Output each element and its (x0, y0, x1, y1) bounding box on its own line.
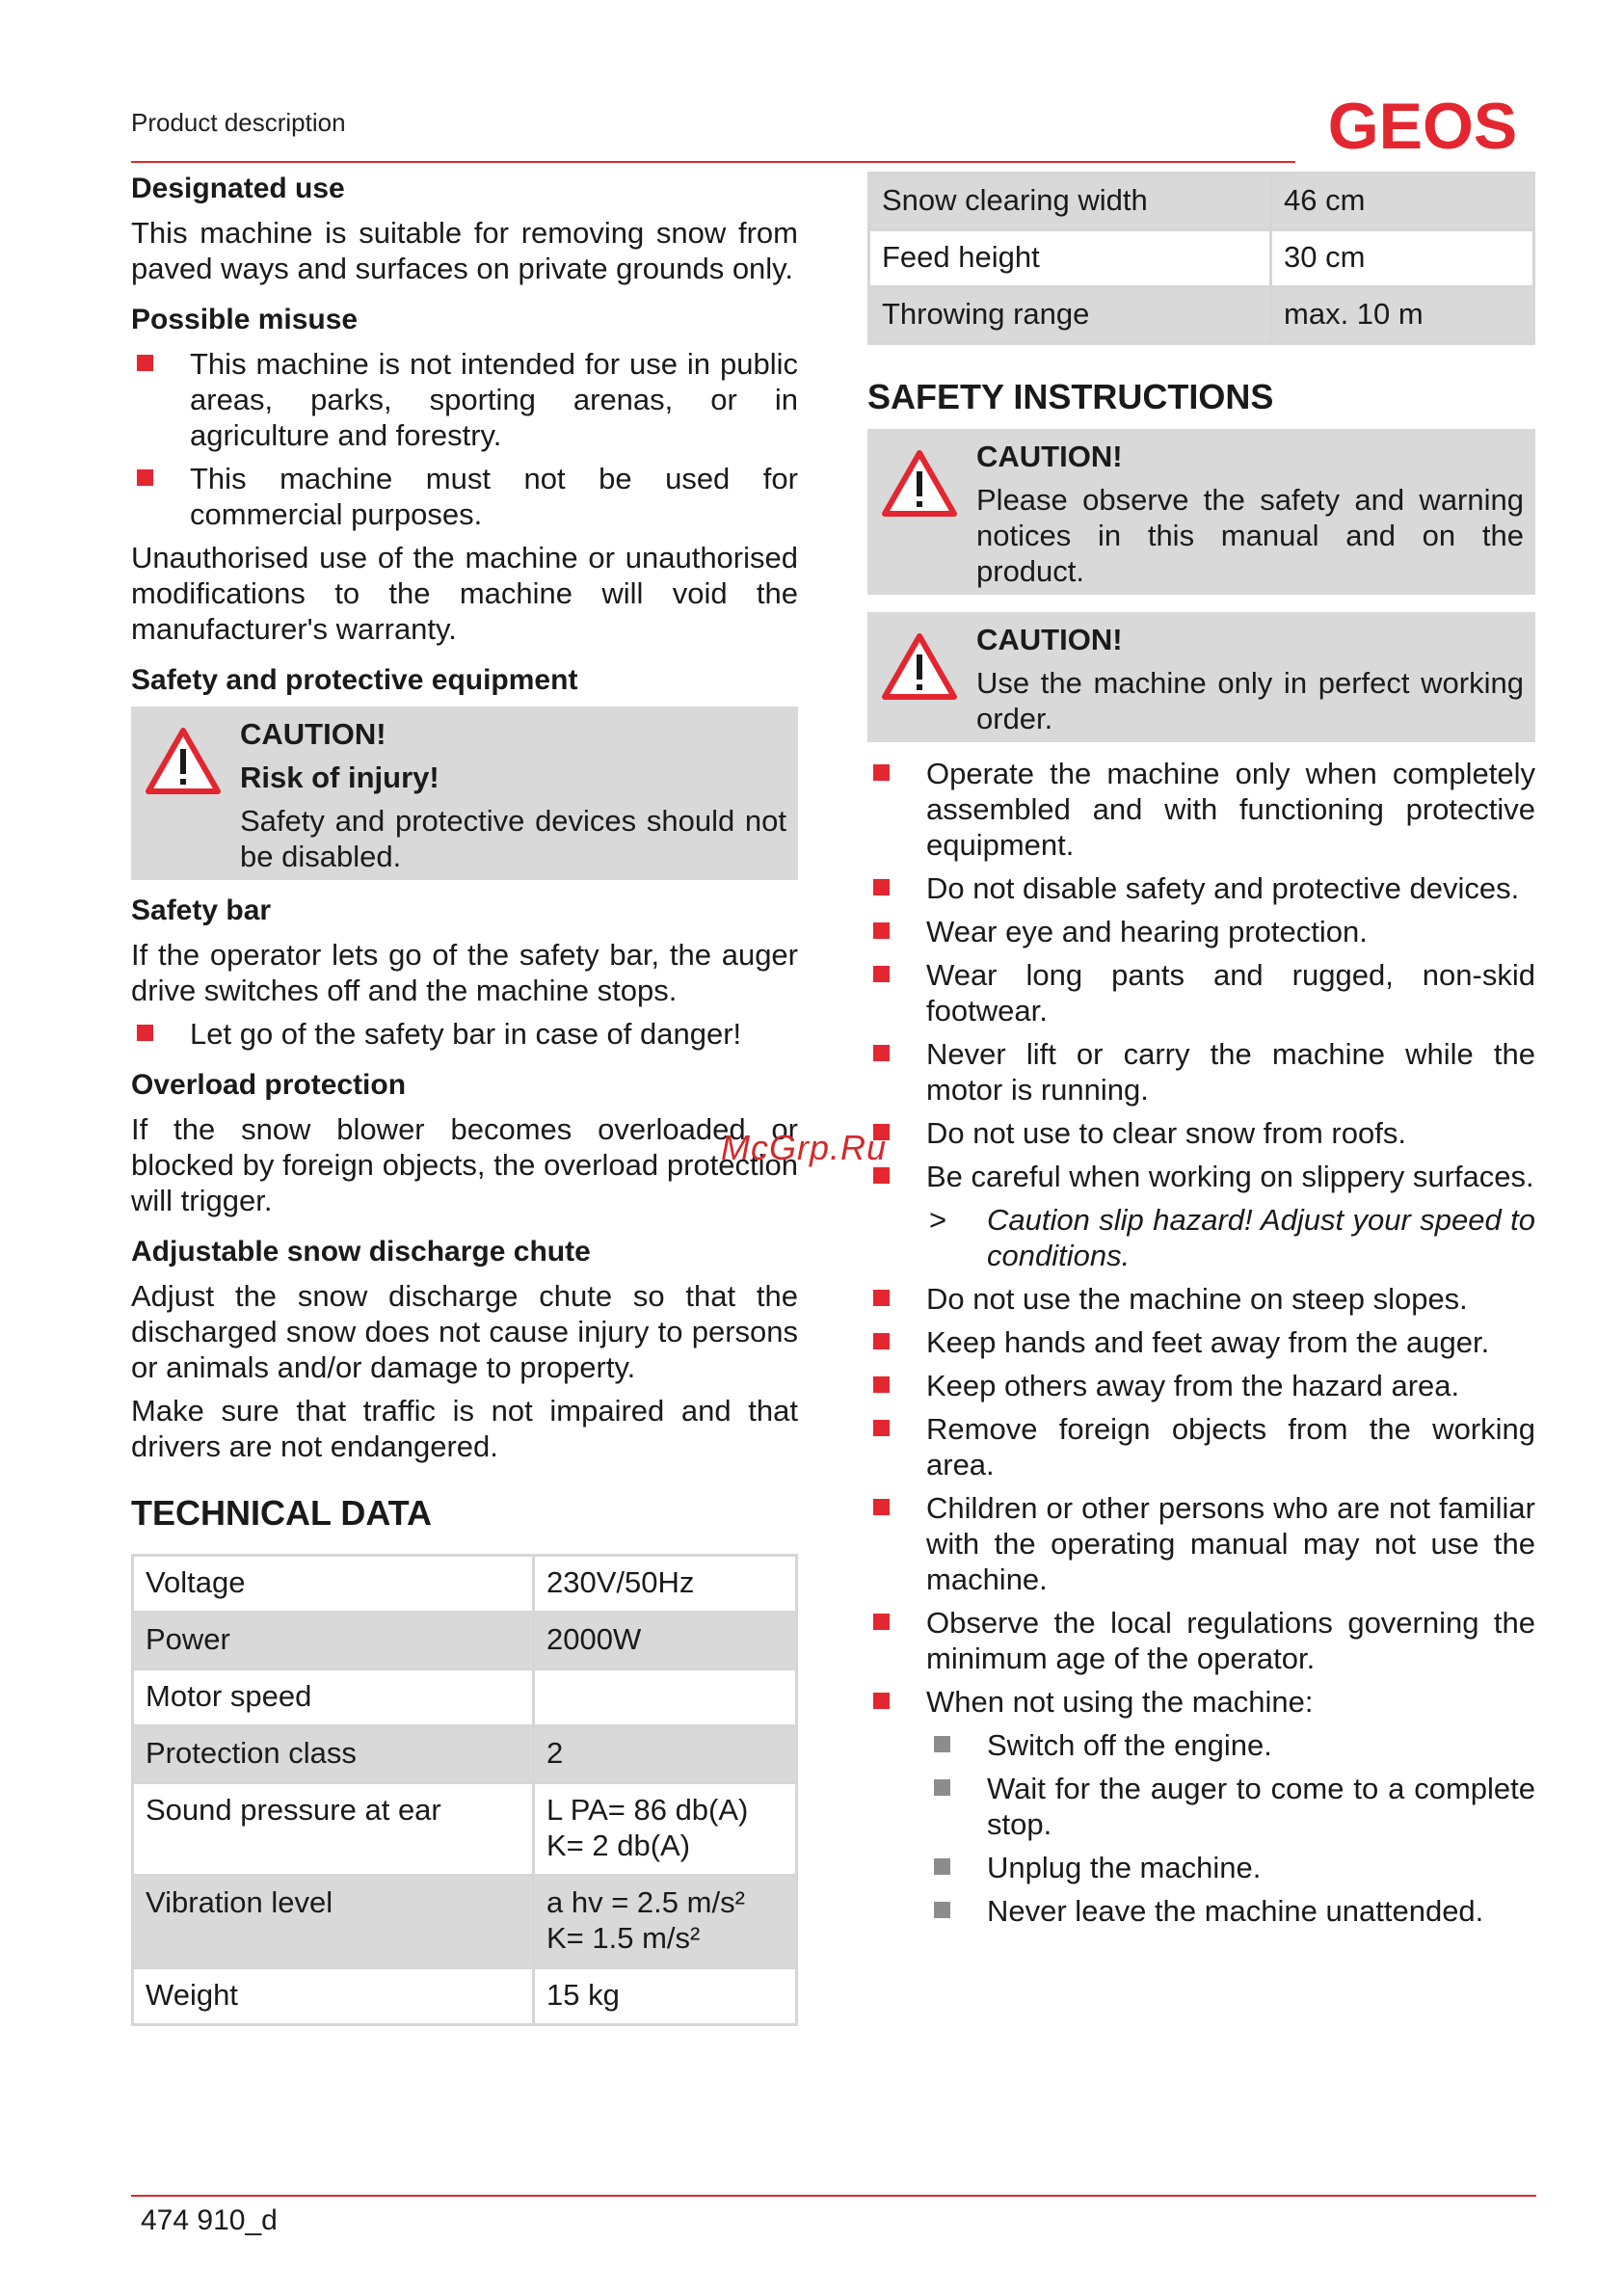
note-marker: > (929, 1203, 947, 1237)
list-item: Wait for the auger to come to a complete stop. (928, 1771, 1535, 1842)
chute-heading: Adjustable snow discharge chute (131, 1236, 591, 1268)
list-item: Never leave the machine unattended. (928, 1893, 1535, 1929)
bullet-icon (137, 355, 153, 371)
list-item: Do not use to clear snow from roofs. (867, 1115, 1535, 1151)
list-item: Keep others away from the hazard area. (867, 1368, 1535, 1403)
bullet-icon (934, 1736, 950, 1752)
logo-text: GEOS (1327, 93, 1518, 156)
geos-logo (1309, 93, 1536, 156)
list-item: Switch off the engine. (928, 1727, 1535, 1763)
list-item: Operate the machine only when completely assembled and with functioning protective equipment. (867, 756, 1535, 863)
technical-data-table-continued (867, 172, 1535, 345)
bullet-icon (873, 1290, 890, 1306)
table-row: Feed height 30 cm (869, 230, 1534, 287)
warranty-text: Unauthorised use of the machine or unauthorised modifications to the machine will void the manufacturer's warranty. (131, 541, 798, 646)
safety-list-b (867, 1281, 1535, 1720)
header-title: Product description (131, 108, 346, 137)
bullet-icon (873, 966, 890, 982)
watermark: McGrp.Ru (721, 1128, 888, 1167)
overload-heading: Overload protection (131, 1069, 407, 1101)
table-row: Voltage 230V/50Hz (133, 1556, 797, 1613)
table-row: Vibration level a hv = 2.5 m/s² K= 1.5 m/s² (133, 1876, 797, 1968)
bullet-icon (873, 879, 890, 895)
equipment-heading: Safety and protective equipment (131, 664, 578, 696)
not-in-use-sublist (928, 1727, 1535, 1929)
safety-bar-heading: Safety bar (131, 894, 272, 926)
right-column (867, 172, 1535, 1936)
bullet-icon (873, 922, 890, 939)
warning-triangle-icon (881, 448, 958, 518)
list-item: Wear eye and hearing protection. (867, 914, 1535, 949)
technical-data-heading: TECHNICAL DATA (131, 1493, 432, 1533)
list-item: Do not disable safety and protective devices. (867, 870, 1535, 906)
safety-bar-text: If the operator lets go of the safety bar, the auger drive switches off and the machine stops. (131, 938, 798, 1007)
warning-triangle-icon (145, 726, 222, 795)
list-item: Observe the local regulations governing the minimum age of the operator. (867, 1605, 1535, 1676)
caution-title: CAUTION! (976, 440, 1123, 473)
list-item: Never lift or carry the machine while the motor is running. (867, 1036, 1535, 1108)
list-item: Do not use the machine on steep slopes. (867, 1281, 1535, 1317)
caution-box-working-order (867, 612, 1535, 742)
bullet-icon (137, 469, 153, 486)
bullet-icon (934, 1779, 950, 1796)
document-code: 474 910_d (141, 2204, 278, 2236)
footer-divider (131, 2195, 1536, 2197)
designated-use-heading: Designated use (131, 173, 345, 204)
list-item: When not using the machine: (867, 1684, 1535, 1720)
misuse-list (131, 346, 798, 532)
left-column (131, 172, 798, 2026)
list-item: This machine must not be used for commercial purposes. (131, 461, 798, 532)
table-row: Weight 15 kg (133, 1968, 797, 2025)
list-item: This machine is not intended for use in public areas, parks, sporting arenas, or in agriculture and forestry. (131, 346, 798, 453)
warning-triangle-icon (881, 631, 958, 701)
misuse-heading: Possible misuse (131, 304, 359, 335)
list-item: Let go of the safety bar in case of danger! (131, 1016, 798, 1052)
bullet-icon (873, 1693, 890, 1709)
caution-text: Use the machine only in perfect working order. (976, 666, 1524, 735)
table-row: Motor speed (133, 1669, 797, 1726)
caution-title: CAUTION! (976, 623, 1123, 656)
bullet-icon (137, 1025, 153, 1041)
bullet-icon (873, 1167, 890, 1184)
technical-data-table (131, 1554, 798, 2026)
caution-box-injury (131, 707, 798, 880)
table-row: Throwing range max. 10 m (869, 287, 1534, 344)
bullet-icon (873, 1333, 890, 1349)
table-row: Protection class 2 (133, 1726, 797, 1783)
caution-text: Please observe the safety and warning notices in this manual and on the product. (976, 483, 1524, 588)
safety-list-a (867, 756, 1535, 1194)
caution-box-observe (867, 429, 1535, 595)
list-item: Keep hands and feet away from the auger. (867, 1324, 1535, 1360)
bullet-icon (873, 1499, 890, 1515)
bullet-icon (873, 1045, 890, 1061)
table-row: Sound pressure at ear L PA= 86 db(A) K= 2 db(A) (133, 1783, 797, 1876)
caution-title: CAUTION! (240, 717, 386, 751)
list-item: Children or other persons who are not familiar with the operating manual may not use the machine. (867, 1490, 1535, 1597)
slip-hazard-note: > Caution slip hazard! Adjust your speed to conditions. (929, 1203, 1535, 1272)
bullet-icon (873, 1376, 890, 1393)
header-divider (131, 161, 1295, 163)
bullet-icon (934, 1902, 950, 1918)
designated-use-text: This machine is suitable for removing snow from paved ways and surfaces on private grounds only. (131, 216, 798, 285)
chute-text-2: Make sure that traffic is not impaired and that drivers are not endangered. (131, 1394, 798, 1463)
chute-text-1: Adjust the snow discharge chute so that the discharged snow does not cause injury to persons or animals and/or damage to property. (131, 1279, 798, 1384)
bullet-icon (873, 1614, 890, 1630)
table-row: Snow clearing width 46 cm (869, 174, 1534, 230)
list-item: Be careful when working on slippery surfaces. (867, 1159, 1535, 1194)
caution-text: Safety and protective devices should not be disabled. (240, 804, 786, 873)
list-item: Wear long pants and rugged, non-skid footwear. (867, 957, 1535, 1028)
caution-subtitle: Risk of injury! (240, 761, 439, 794)
bullet-icon (934, 1858, 950, 1875)
overload-text: If the snow blower becomes overloaded or blocked by foreign objects, the overload protection will trigger. (131, 1112, 798, 1217)
safety-instructions-heading: SAFETY INSTRUCTIONS (867, 377, 1274, 416)
bullet-icon (873, 764, 890, 781)
table-row: Power 2000W (133, 1613, 797, 1669)
list-item: Unplug the machine. (928, 1850, 1535, 1885)
list-item: Remove foreign objects from the working area. (867, 1411, 1535, 1482)
safety-bar-list (131, 1016, 798, 1052)
bullet-icon (873, 1420, 890, 1436)
